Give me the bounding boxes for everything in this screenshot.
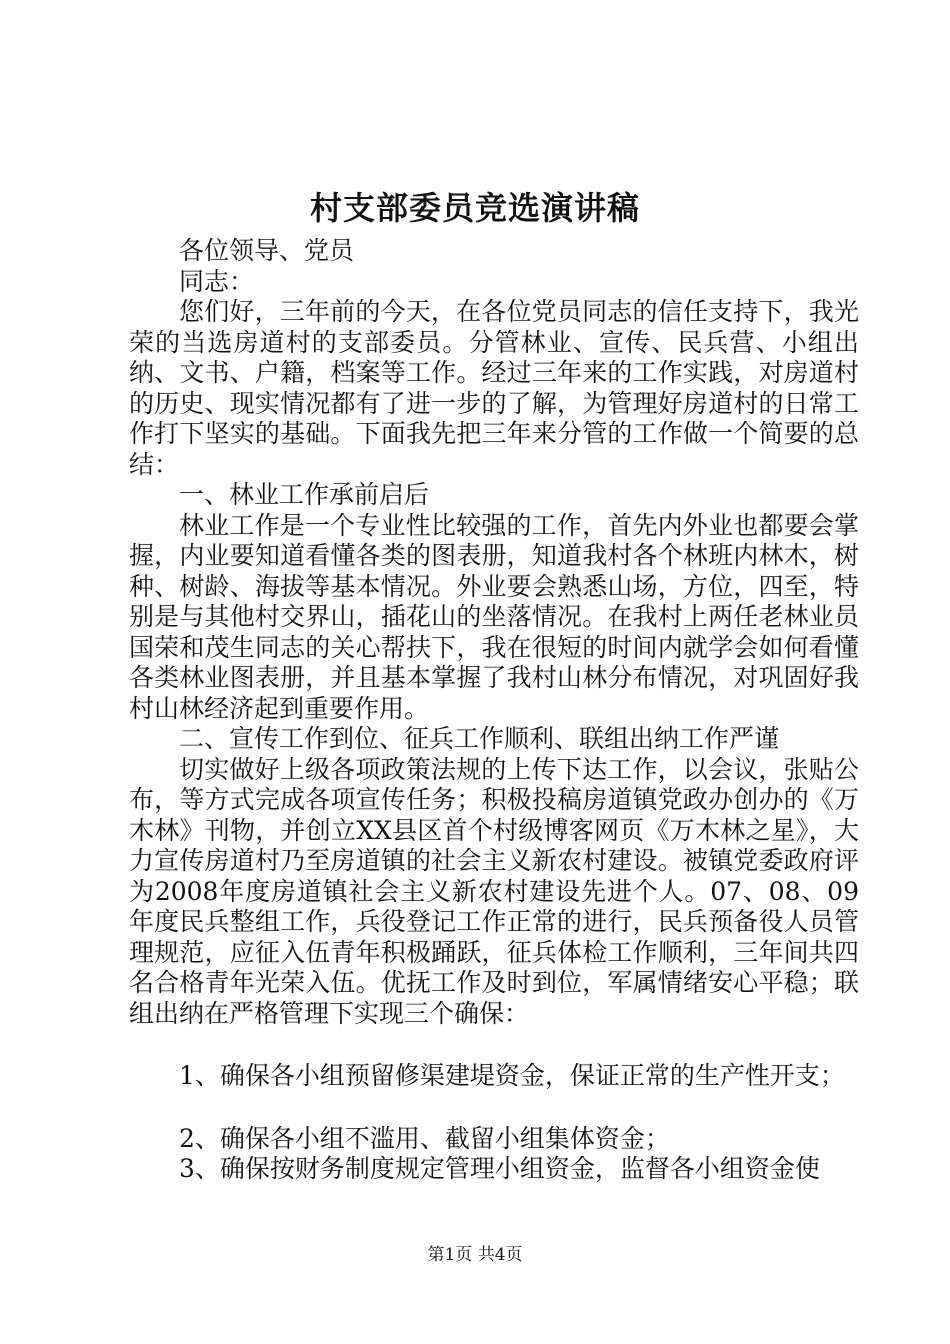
list-item-2: 2、确保各小组不滥用、截留小组集体资金；: [179, 1123, 670, 1153]
salutation-line-2: 同志：: [179, 266, 255, 296]
document-body: [129, 236, 859, 1185]
list-item-3: 3、确保按财务制度规定管理小组资金，监督各小组资金使: [179, 1154, 820, 1183]
page-number-footer: 第1页 共4页: [427, 1245, 523, 1265]
section-1-heading: 一、林业工作承前启后: [179, 480, 430, 509]
salutation-line-1: 各位领导、党员: [179, 236, 355, 265]
intro-paragraph: 您们好，三年前的今天，在各位党员同志的信任支持下，我光荣的当选房道村的支部委员。分管林业、宣传、民兵营、小组出纳、文书、户籍，档案等工作。经过三年来的工作实践，对房道村的历史、现实情况都有了进一步的了解，为管理好房道村的日常工作打下坚实的基础。下面我先把三年来分管的工作做一个简要的总结：: [129, 297, 859, 479]
list-item-1: 1、确保各小组预留修渠建堤资金，保证正常的生产性开支；: [179, 1061, 845, 1090]
section-1-paragraph: 林业工作是一个专业性比较强的工作，首先内外业也都要会掌握，内业要知道看懂各类的图表册，知道我村各个林班内林木，树种、树龄、海拔等基本情况。外业要会熟悉山场，方位，四至，特别是与其他村交界山，插花山的坐落情况。在我村上两任老林业员国荣和茂生同志的关心帮扶下，我在很短的时间内就学会如何看懂各类林业图表册，并且基本掌握了我村山林分布情况，对巩固好我村山林经济起到重要作用。: [129, 510, 859, 723]
section-2-heading: 二、宣传工作到位、征兵工作顺利、联组出纳工作严谨: [179, 724, 780, 753]
document-title: 村支部委员竞选演讲稿: [309, 189, 640, 227]
section-2-paragraph: 切实做好上级各项政策法规的上传下达工作，以会议，张贴公布，等方式完成各项宣传任务；积极投稿房道镇党政办创办的《万木林》刊物，并创立XX县区首个村级博客网页《万木林之星》，大力宣传房道村乃至房道镇的社会主义新农村建设。被镇党委政府评为2008年度房道镇社会主义新农村建设先进个人。07、08、09年度民兵整组工作，兵役登记工作正常的进行，民兵预备役人员管理规范，应征入伍青年积极踊跃，征兵体检工作顺利，三年间共四名合格青年光荣入伍。优抚工作及时到位，军属情绪安心平稳；联组出纳在严格管理下实现三个确保：: [129, 754, 859, 1028]
